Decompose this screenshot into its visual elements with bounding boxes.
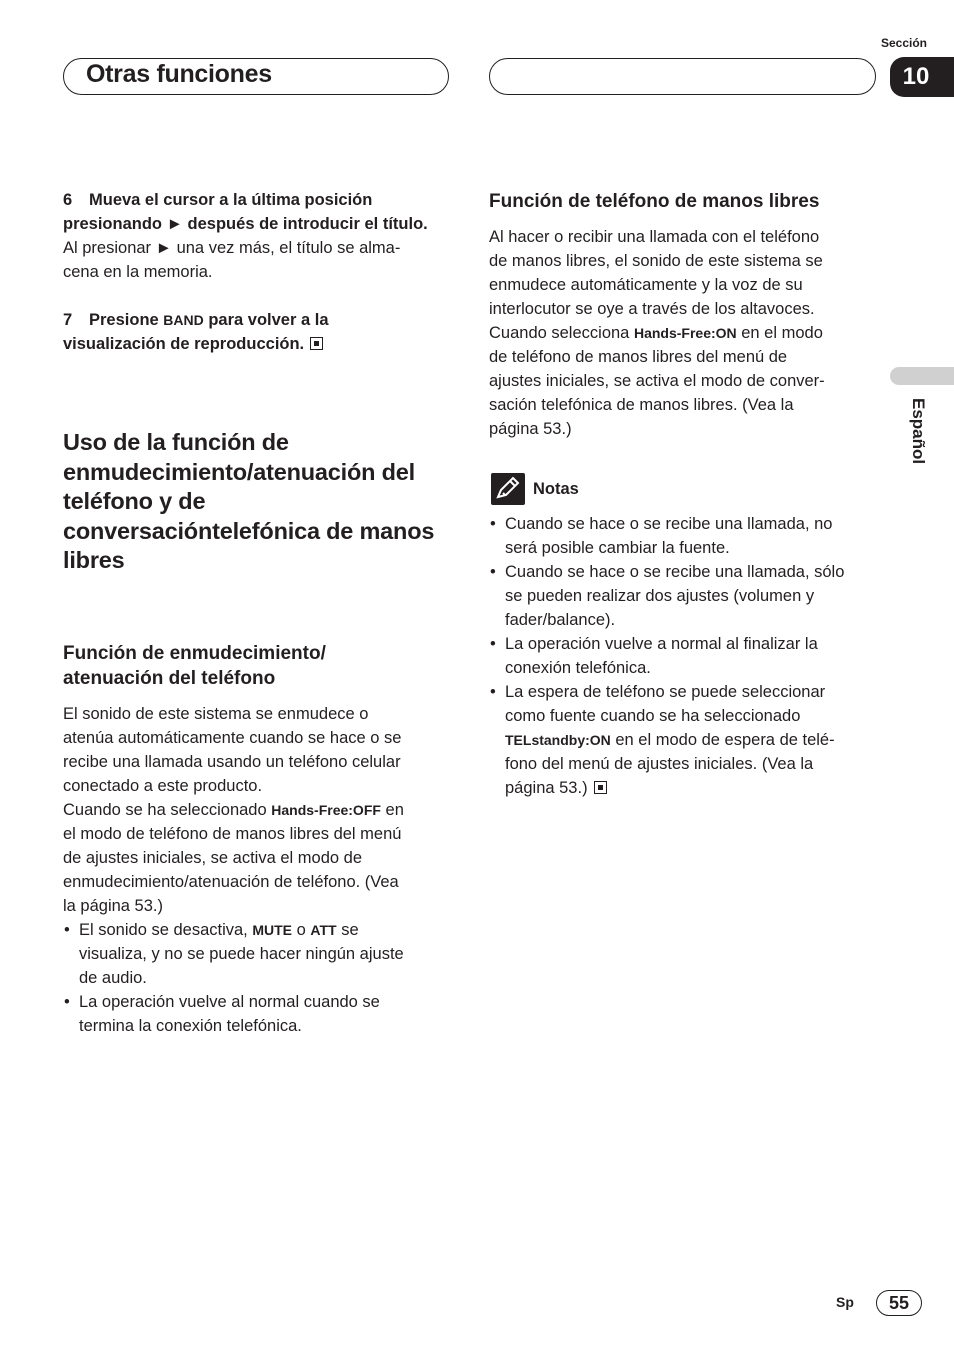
bullet-icon: • [490, 635, 496, 653]
section-heading-line: conversacióntelefónica de manos [63, 517, 435, 544]
list-text: Cuando se hace o se recibe una llamada, no [505, 515, 833, 533]
paragraph-line: El sonido de este sistema se enmudece o [63, 705, 369, 723]
list-text: El sonido se desactiva, [79, 921, 248, 939]
setting-code: Hands-Free:ON [633, 325, 737, 341]
paragraph-text: Cuando selecciona [489, 324, 630, 342]
step-7 [63, 308, 458, 356]
paragraph-line: el modo de teléfono de manos libres del menú [63, 825, 402, 843]
step-6-text: Mueva el cursor a la última posición [89, 191, 373, 209]
section-heading-line: enmudecimiento/atenuación del [63, 458, 415, 485]
header-right-frame [489, 58, 876, 95]
bullet-icon: • [64, 921, 70, 939]
paragraph-text: en el modo [741, 324, 823, 342]
step-6-text: después de introducir el título. [187, 215, 428, 233]
paragraph-line: enmudece automáticamente y la voz de su [489, 276, 803, 294]
handsfree-paragraph [489, 225, 879, 441]
paragraph-line: de ajustes iniciales, se activa el modo de [63, 849, 362, 867]
end-mark-icon [594, 781, 607, 794]
subheading-mute [63, 641, 463, 691]
language-tab-label: Español [909, 398, 928, 465]
list-text: La espera de teléfono se puede seleccionar [505, 683, 826, 701]
subheading-line: atenuación del teléfono [63, 668, 276, 689]
notes-list [489, 512, 884, 800]
paragraph-text: Cuando se ha seleccionado [63, 801, 267, 819]
pencil-note-icon [491, 473, 525, 505]
page-title: Otras funciones [86, 60, 272, 88]
list-item [489, 680, 884, 800]
bullet-icon: • [490, 563, 496, 581]
list-text: en el modo de espera de telé- [615, 731, 835, 749]
list-text: La operación vuelve a normal al finalizar la [505, 635, 818, 653]
section-number-badge [890, 57, 954, 97]
paragraph-line: de manos libres, el sonido de este sistema se [489, 252, 823, 270]
section-number: 10 [902, 63, 930, 90]
step-6-body: cena en la memoria. [63, 263, 213, 281]
paragraph-line: Al hacer o recibir una llamada con el teléfono [489, 228, 820, 246]
play-arrow-icon: ► [155, 239, 172, 257]
language-code: Sp [836, 1294, 854, 1310]
subheading-line: Función de enmudecimiento/ [63, 643, 326, 664]
list-text: termina la conexión telefónica. [79, 1017, 302, 1035]
band-key-label: BAND [163, 312, 204, 328]
paragraph-line: la página 53.) [63, 897, 163, 915]
list-text: o [296, 921, 306, 939]
paragraph-line: enmudecimiento/atenuación de teléfono. (Vea [63, 873, 399, 891]
list-text: página 53.) [505, 779, 588, 797]
section-heading-line: teléfono y de [63, 488, 206, 514]
list-text: se [341, 921, 359, 939]
list-text: fader/balance). [505, 611, 616, 629]
list-text: La operación vuelve al normal cuando se [79, 993, 380, 1011]
bullet-icon: • [490, 515, 496, 533]
page-number-badge [876, 1290, 922, 1316]
list-text: de audio. [79, 969, 147, 987]
paragraph-line: atenúa automáticamente cuando se hace o se [63, 729, 402, 747]
paragraph-line: sación telefónica de manos libres. (Vea la [489, 396, 794, 414]
step-6 [63, 188, 458, 284]
section-label: Sección [880, 36, 928, 50]
mute-paragraph [63, 702, 463, 1038]
bullet-icon: • [490, 683, 496, 701]
step-7-text: visualización de reproducción. [63, 335, 305, 353]
section-heading-line: libres [63, 547, 125, 573]
list-text: conexión telefónica. [505, 659, 651, 677]
bullet-icon: • [64, 993, 70, 1011]
paragraph-line: de teléfono de manos libres del menú de [489, 348, 788, 366]
list-text: Cuando se hace o se recibe una llamada, sólo [505, 563, 845, 581]
paragraph-text: en [385, 801, 404, 819]
step-7-text: Presione [89, 311, 159, 329]
section-heading-line: Uso de la función de [63, 429, 289, 455]
paragraph-line: recibe una llamada usando un teléfono celular [63, 753, 401, 771]
step-6-body: una vez más, el título se alma- [176, 239, 401, 257]
language-tab-bar [890, 367, 954, 385]
setting-code: TELstandby:ON [505, 732, 611, 748]
section-heading [63, 428, 463, 576]
setting-code: MUTE [252, 922, 293, 938]
paragraph-line: conectado a este producto. [63, 777, 263, 795]
list-text: se pueden realizar dos ajustes (volumen y [505, 587, 815, 605]
step-6-text: presionando [63, 215, 163, 233]
list-text: como fuente cuando se ha seleccionado [505, 707, 801, 725]
page-number: 55 [888, 1292, 910, 1313]
setting-code: ATT [310, 922, 337, 938]
step-6-body: Al presionar [63, 239, 152, 257]
list-item [63, 990, 463, 1038]
list-item [63, 918, 463, 990]
subheading-handsfree: Función de teléfono de manos libres [489, 191, 820, 212]
list-item [489, 512, 884, 560]
list-item [489, 632, 884, 680]
step-number: 6 [63, 191, 73, 209]
step-7-text: para volver a la [208, 311, 329, 329]
paragraph-line: interlocutor se oye a través de los altavoces. [489, 300, 815, 318]
play-arrow-icon: ► [166, 215, 183, 233]
list-text: fono del menú de ajustes iniciales. (Vea la [505, 755, 814, 773]
step-number: 7 [63, 311, 73, 329]
list-text: será posible cambiar la fuente. [505, 539, 730, 557]
setting-code: Hands-Free:OFF [271, 802, 381, 818]
paragraph-line: ajustes iniciales, se activa el modo de conver- [489, 372, 825, 390]
list-item [489, 560, 884, 632]
end-mark-icon [310, 337, 323, 350]
paragraph-line: página 53.) [489, 420, 572, 438]
notes-label: Notas [533, 480, 579, 498]
list-text: visualiza, y no se puede hacer ningún ajuste [79, 945, 404, 963]
